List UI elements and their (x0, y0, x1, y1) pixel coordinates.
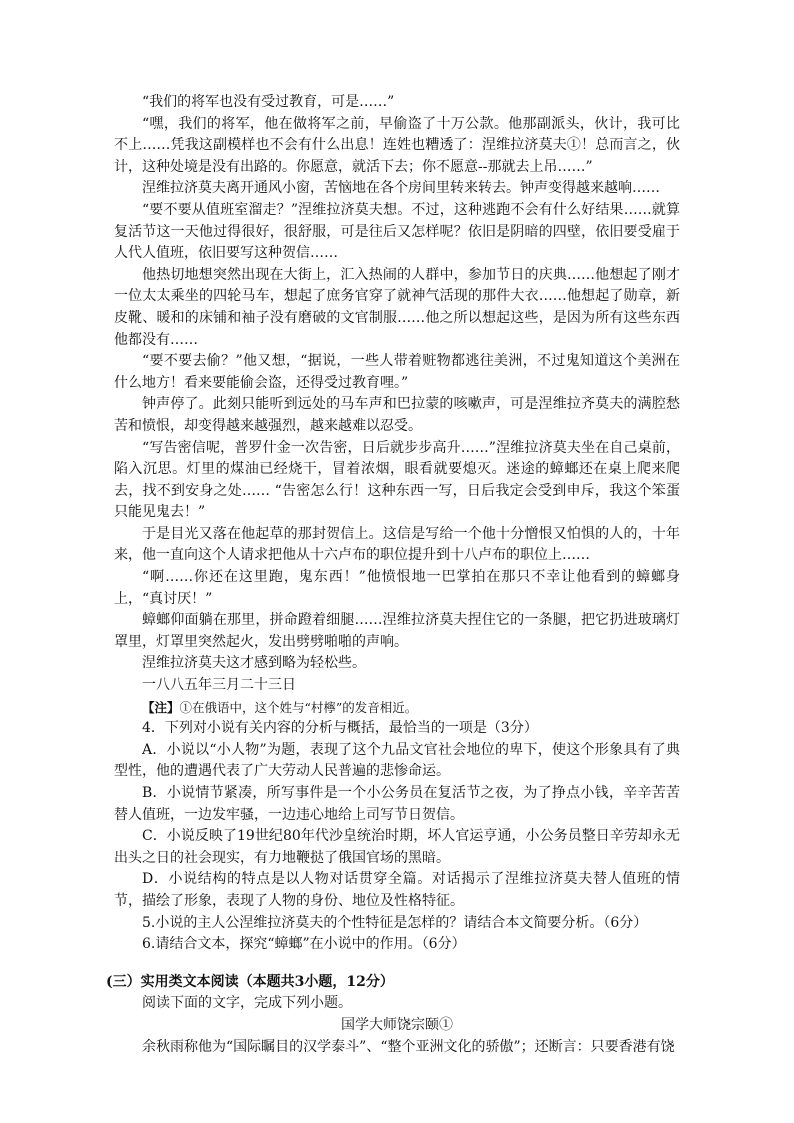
question-option: A．小说以“小人物”为题，表现了这个九品文官社会地位的卑下，使这个形象具有了典型性，他的遭遇代表了广大劳动人民普遍的悲惨命运。 (114, 741, 680, 780)
story-paragraph: 他热切地想突然出现在大街上，汇入热闹的人群中，参加节日的庆典……他想起了刚才一位太太乘坐的四轮马车，想起了庶务官穿了就神气活现的那件大衣……他想起了勋章，新皮靴、暖和的床铺和袖子没有磨破的文官制服……他之所以想起这些，是因为所有这些东西他都没有…… (114, 266, 680, 348)
story-paragraph: “要不要去偷？”他又想，“据说，一些人带着赃物都逃往美洲，不过鬼知道这个美洲在什么地方！看来要能偷会盗，还得受过教育哩。” (114, 353, 680, 391)
article-paragraph: 余秋雨称他为“国际瞩目的汉学泰斗”、“整个亚洲文化的骄傲”；还断言：只要香港有饶 (142, 1038, 675, 1055)
story-paragraph: 蟑螂仰面躺在那里，拼命蹬着细腿……涅维拉济莫夫捏住它的一条腿，把它扔进玻璃灯罩里，灯罩里突然起火，发出劈劈啪啪的声响。 (114, 612, 680, 650)
document-body (106, 92, 680, 1058)
story-paragraph: 涅维拉济莫夫离开通风小窗，苦恼地在各个房间里转来转去。钟声变得越来越响…… (142, 180, 660, 197)
question-stem: 4．下列对小说有关内容的分析与概括，最恰当的一项是（3分） (142, 720, 538, 737)
section-heading: (三）实用类文本阅读（本题共3小题，12分） (106, 973, 394, 990)
question-option: C．小说反映了19世纪80年代沙皇统治时期，坏人官运亨通，小公务员整日辛劳却永无出头之日的社会现实，有力地鞭挞了俄国官场的黑暗。 (114, 828, 680, 866)
question-option: D．小说结构的特点是以人物对话贯穿全篇。对话揭示了涅维拉济莫夫替人值班的情节，描绘了形象，表现了人物的身份、地位及性格特征。 (114, 871, 680, 909)
question-option: B．小说情节紧凑，所写事件是一个小公务员在复活节之夜，为了挣点小钱，辛辛苦苦替人值班，一边发牢骚，一边违心地给上司写节日贺信。 (114, 785, 680, 823)
footnote-label: 【注】 (142, 699, 180, 715)
question-stem: 5.小说的主人公涅维拉济莫夫的个性特征是怎样的？请结合本文简要分析。（6分） (142, 914, 648, 931)
story-paragraph: “写告密信呢，普罗什金一次告密，日后就步步高升……”涅维拉济莫夫坐在自己桌前，陷入沉思。灯里的煤油已经烧干，冒着浓烟，眼看就要熄灭。迷途的蟑螂还在桌上爬来爬去，找不到安身之处…… “告密怎么行！这种东西一写，日后我定会受到申斥，我这个笨蛋只能见鬼去！” (114, 439, 680, 521)
footnote (114, 697, 680, 719)
section-instruction: 阅读下面的文字，完成下列小题。 (142, 995, 352, 1012)
story-paragraph: “啊……你还在这里跑，鬼东西！”他愤恨地一巴掌拍在那只不幸让他看到的蟑螂身上，“真讨厌！” (114, 569, 680, 607)
story-paragraph: 钟声停了。此刻只能听到远处的马车声和巴拉蒙的咳嗽声，可是涅维拉齐莫夫的满腔愁苦和愤恨，却变得越来越强烈，越来越难以忍受。 (114, 396, 680, 434)
article-title: 国学大师饶宗颐① (341, 1016, 453, 1033)
story-paragraph: “要不要从值班室溜走？”涅维拉济莫夫想。不过，这种逃跑不会有什么好结果……就算复活节这一天他过得很好，很舒服，可是往后又怎样呢？依旧是阴暗的四壁，依旧要受雇于人代人值班，依旧要写这种贺信…… (114, 201, 680, 262)
question-stem: 6.请结合文本，探究“蟑螂”在小说中的作用。（6分） (142, 936, 466, 953)
story-paragraph: 于是目光又落在他起草的那封贺信上。这信是写给一个他十分憎恨又怕惧的人的，十年来，他一直向这个人请求把他从十六卢布的职位提升到十八卢布的职位上…… (114, 525, 680, 564)
story-paragraph: “我们的将军也没有受过教育，可是……” (142, 94, 395, 110)
story-paragraph: 涅维拉济莫夫这才感到略为轻松些。 (142, 655, 366, 672)
footnote-text: ①在俄语中，这个姓与“村檸”的发音相近。 (179, 699, 418, 715)
story-paragraph: “嘿，我们的将军，他在做将军之前，早偷盗了十万公款。他那副派头，伙计，我可比不上……凭我这副模样也不会有什么出息！连姓也糟透了：涅维拉济莫夫①！总而言之，伙计，这种处境是没有出路的。你愿意，就活下去；你不愿意--那就去上吊……” (114, 115, 680, 175)
story-date: 一八八五年三月二十三日 (142, 677, 296, 694)
